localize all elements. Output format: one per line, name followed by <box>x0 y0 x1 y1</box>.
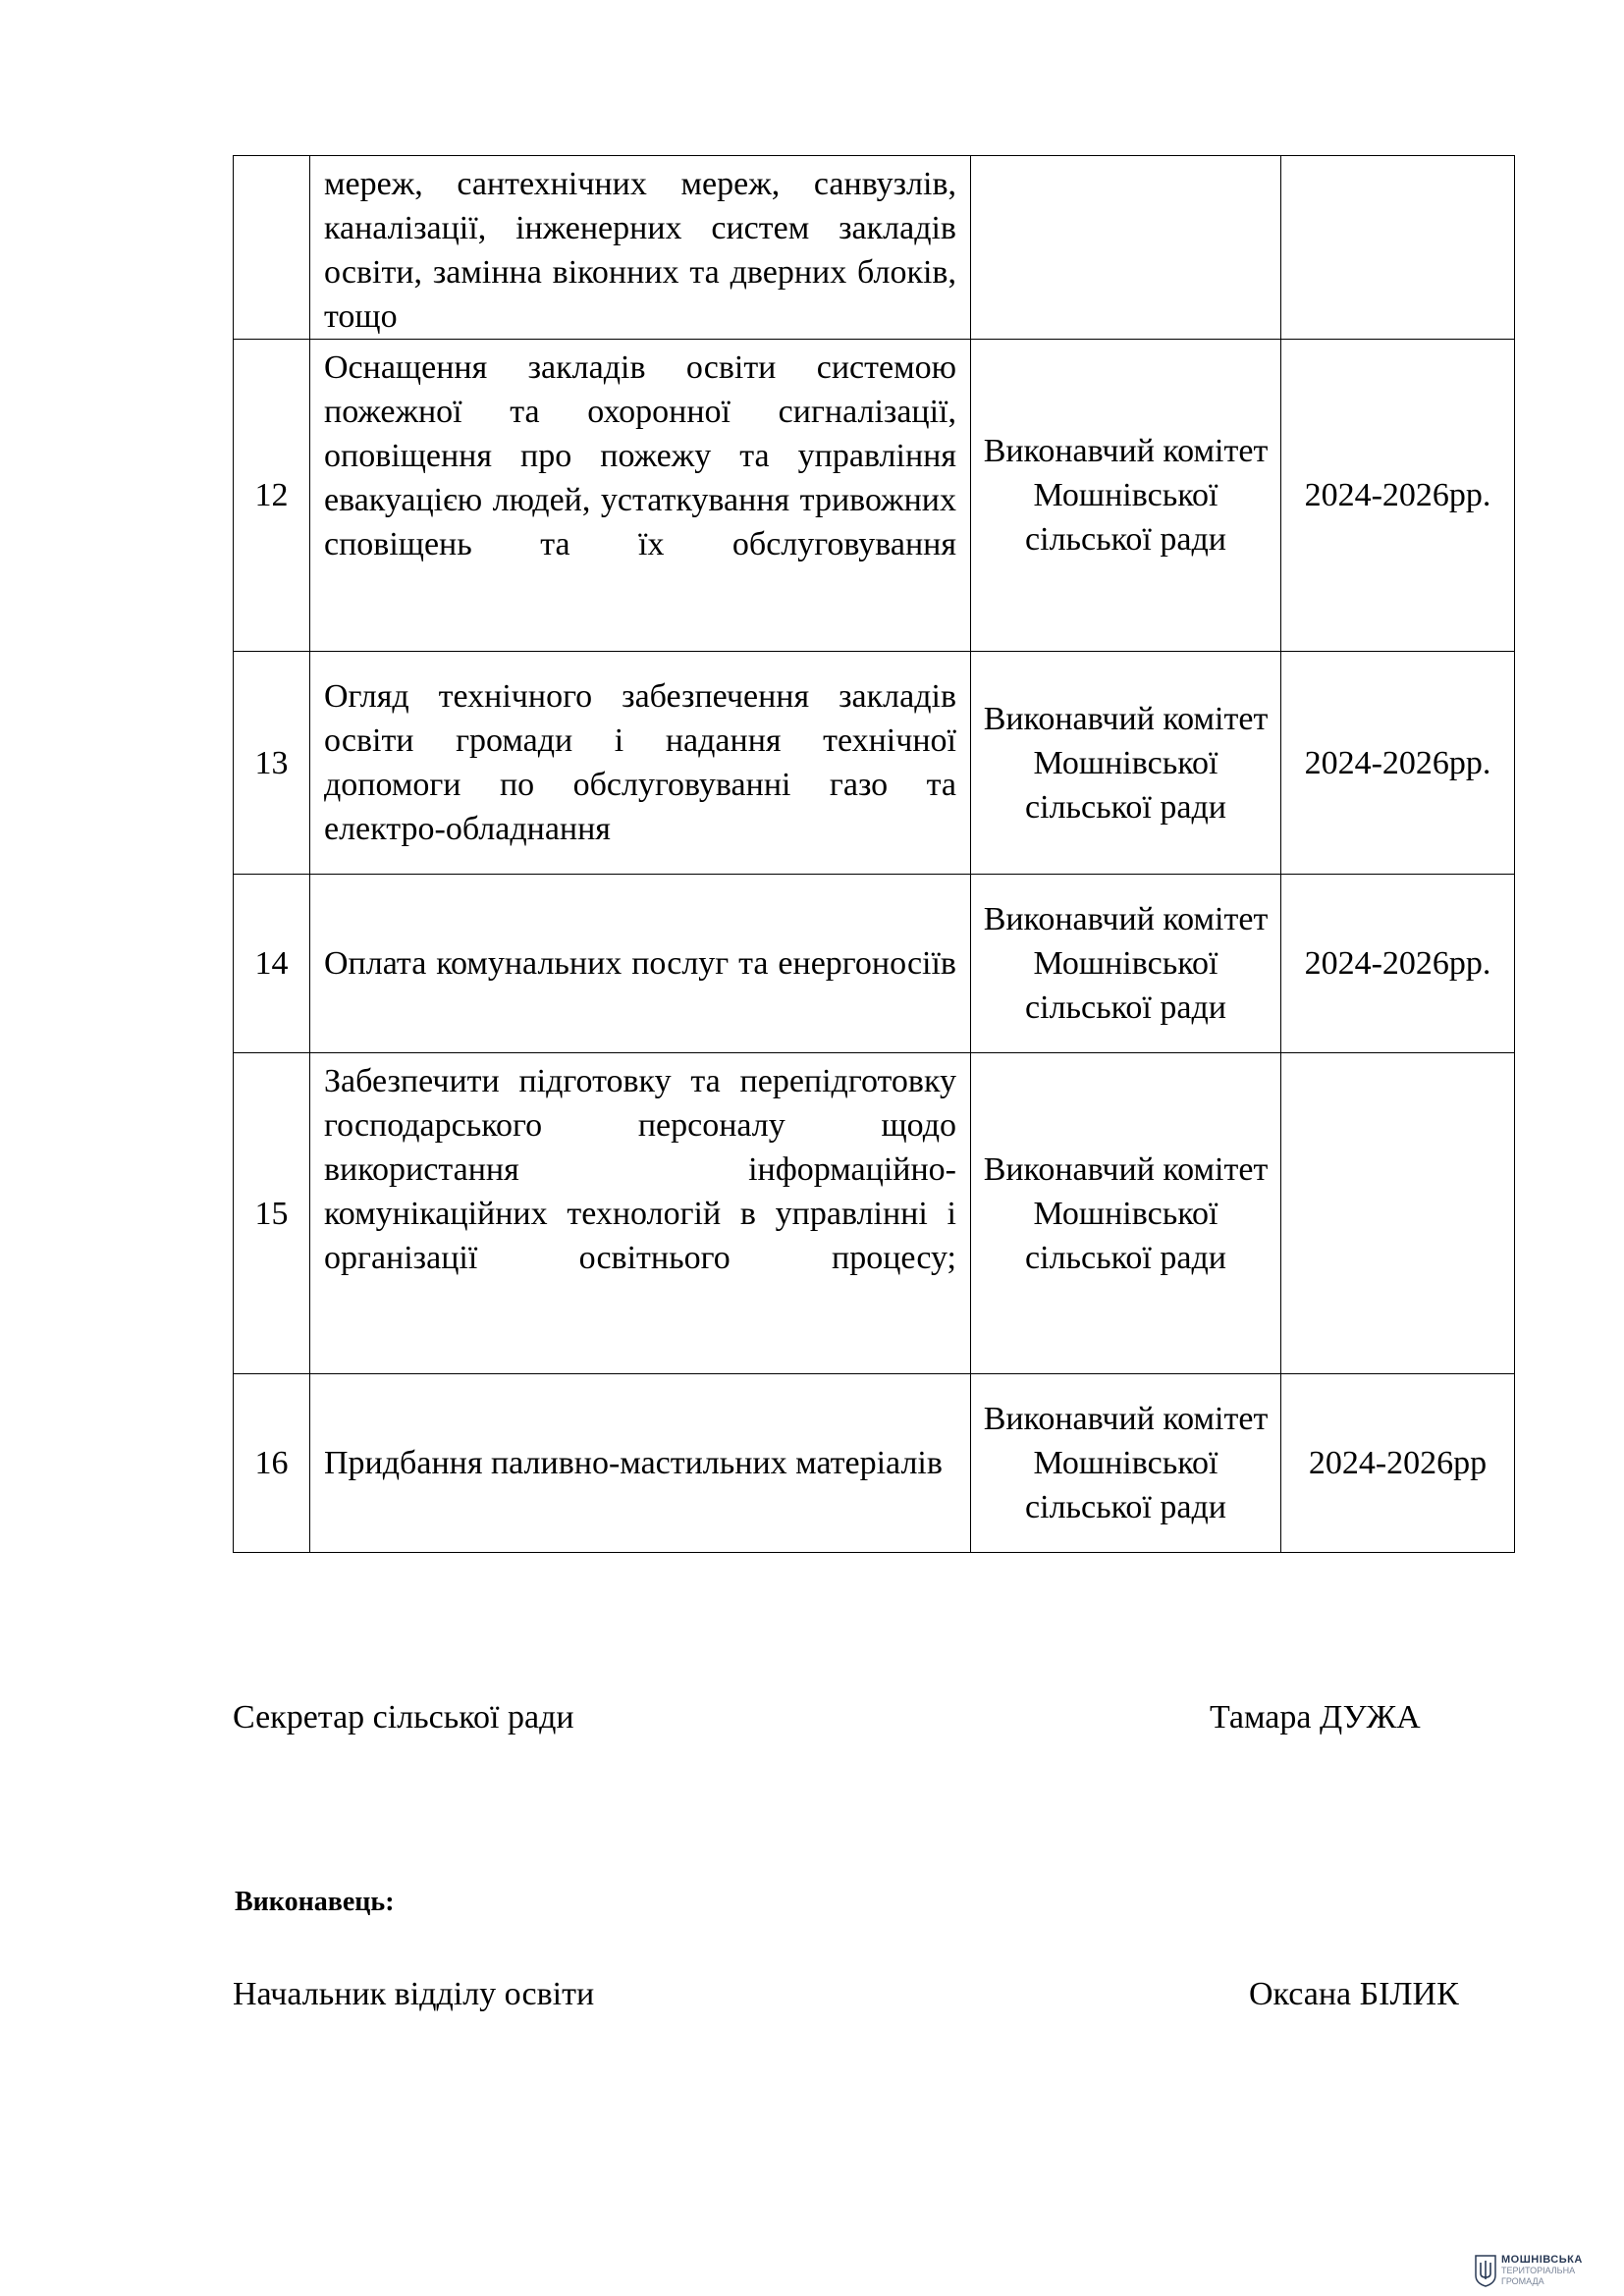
secretary-title: Секретар сільської ради <box>233 1699 574 1735</box>
logo-subtitle-2: ГРОМАДА <box>1501 2275 1544 2286</box>
plan-table <box>233 155 1515 1553</box>
table-row <box>234 652 1515 875</box>
logo-subtitle-1: ТЕРИТОРІАЛЬНА <box>1501 2265 1576 2275</box>
row-task: Огляд технічного забезпечення закладів освіти громади і надання технічної допомоги по обслуговуванні газо та електро-обладнання <box>310 652 971 875</box>
row-task: Забезпечити підготовку та перепідготовку господарського персоналу щодо використання інформаційно-комунікаційних технологій в управлінні і організації освітнього процесу; <box>310 1053 971 1374</box>
row-term <box>1281 156 1515 340</box>
row-term: 2024-2026рр. <box>1281 340 1515 652</box>
head-name: Оксана БІЛИК <box>1249 1976 1459 2012</box>
row-term <box>1281 1053 1515 1374</box>
row-number: 13 <box>234 652 310 875</box>
head-title: Начальник відділу освіти <box>233 1976 595 2012</box>
row-term: 2024-2026рр <box>1281 1374 1515 1553</box>
table-row <box>234 156 1515 340</box>
row-task: Оснащення закладів освіти системою пожежної та охоронної сигналізації, оповіщення про пожежу та управління евакуацією людей, устаткування тривожних сповіщень та їх обслуговування <box>310 340 971 652</box>
row-executor: Виконавчий комітет Мошнівської сільської ради <box>971 875 1281 1053</box>
row-task: Придбання паливно-мастильних матеріалів <box>310 1374 971 1553</box>
table-row <box>234 875 1515 1053</box>
row-number: 15 <box>234 1053 310 1374</box>
row-task: мереж, сантехнічних мереж, санвузлів, каналізації, інженерних систем закладів освіти, замінна віконних та дверних блоків, тощо <box>310 156 971 340</box>
secretary-name: Тамара ДУЖА <box>1210 1699 1421 1735</box>
row-executor: Виконавчий комітет Мошнівської сільської ради <box>971 1374 1281 1553</box>
row-number: 14 <box>234 875 310 1053</box>
row-task: Оплата комунальних послуг та енергоносіїв <box>310 875 971 1053</box>
row-executor: Виконавчий комітет Мошнівської сільської ради <box>971 340 1281 652</box>
logo-title: МОШНІВСЬКА <box>1501 2253 1583 2266</box>
table-row <box>234 1374 1515 1553</box>
row-term: 2024-2026рр. <box>1281 652 1515 875</box>
trident-icon <box>1474 2254 1497 2287</box>
row-executor: Виконавчий комітет Мошнівської сільської ради <box>971 652 1281 875</box>
row-term: 2024-2026рр. <box>1281 875 1515 1053</box>
row-executor: Виконавчий комітет Мошнівської сільської ради <box>971 1053 1281 1374</box>
row-executor <box>971 156 1281 340</box>
community-logo <box>1474 2254 1583 2287</box>
table-row <box>234 340 1515 652</box>
table-row <box>234 1053 1515 1374</box>
row-number <box>234 156 310 340</box>
executor-label: Виконавець: <box>235 1887 395 1917</box>
row-number: 16 <box>234 1374 310 1553</box>
row-number: 12 <box>234 340 310 652</box>
